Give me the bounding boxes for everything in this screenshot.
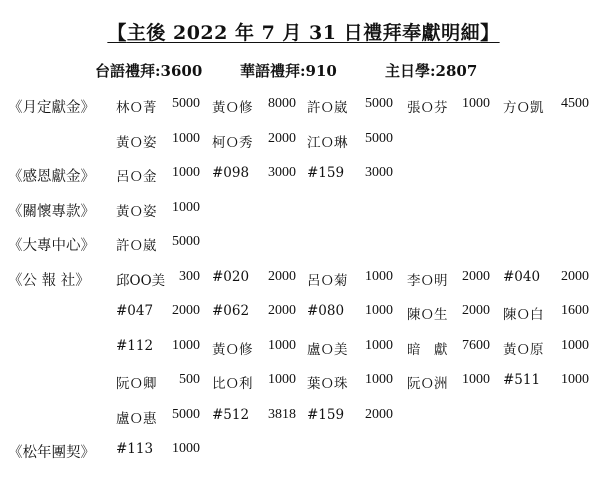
donor-name: 江Ｏ琳	[307, 134, 348, 151]
donor-name: #062	[212, 303, 250, 319]
donor-name: 盧Ｏ美	[307, 341, 348, 358]
attendance-sunday-school	[385, 60, 477, 81]
donation-amount: 3818	[268, 406, 296, 422]
donor-name: 黃Ｏ姿	[116, 203, 157, 220]
donor-name: 呂Ｏ金	[116, 169, 157, 185]
donation-amount: 2000	[268, 130, 296, 146]
donor-name: 呂Ｏ菊	[307, 272, 348, 289]
offering-category: 《大專中心》	[8, 238, 95, 254]
donation-amount: 1000	[365, 372, 393, 387]
offering-row	[0, 338, 607, 372]
offering-category: 《月定獻金》	[8, 100, 95, 116]
donor-name: 暗 獻	[407, 341, 448, 358]
donor-name: #511	[503, 372, 541, 388]
donation-amount: 1000	[561, 372, 589, 387]
donation-amount: 2000	[462, 268, 490, 284]
donor-name: #047	[116, 303, 154, 319]
donation-amount: 1000	[462, 372, 490, 387]
donation-amount: 1000	[172, 199, 200, 215]
donor-name: #040	[503, 268, 541, 285]
donor-name: #113	[116, 441, 154, 457]
offering-row	[0, 234, 607, 268]
donation-amount: 5000	[172, 406, 200, 422]
donation-amount: 1000	[462, 96, 490, 111]
offering-row	[0, 131, 607, 165]
donor-name: 陳Ｏ白	[503, 307, 544, 323]
donation-amount: 1000	[172, 441, 200, 456]
donation-amount: 2000	[365, 406, 393, 422]
attendance-label: 主日學:	[385, 62, 436, 80]
donation-amount: 5000	[365, 130, 393, 146]
donor-name: #020	[212, 268, 250, 285]
offering-row	[0, 200, 607, 234]
donation-amount: 5000	[365, 96, 393, 111]
donation-amount: 1000	[172, 337, 200, 353]
donation-amount: 5000	[172, 96, 200, 111]
donor-name: 盧Ｏ惠	[116, 410, 157, 427]
donor-name: 許Ｏ崴	[307, 100, 348, 116]
donation-amount: 1000	[172, 130, 200, 146]
donation-amount: 1000	[268, 372, 296, 387]
donation-amount: 1000	[365, 303, 393, 318]
donation-amount: 2000	[172, 303, 200, 318]
donor-name: 阮Ｏ卿	[116, 376, 157, 392]
offering-row	[0, 441, 607, 475]
donor-name: 葉Ｏ珠	[307, 376, 348, 392]
donation-amount: 5000	[172, 234, 200, 249]
donor-name: #098	[212, 165, 250, 181]
attendance-value: 910	[305, 62, 337, 80]
offering-row	[0, 303, 607, 337]
donor-name: 許Ｏ崴	[116, 238, 157, 254]
offering-category: 《公 報 社》	[8, 272, 90, 289]
offering-row	[0, 407, 607, 441]
donation-amount: 1000	[561, 337, 589, 353]
offering-category: 《感恩獻金》	[8, 169, 95, 185]
offering-row	[0, 96, 607, 130]
donor-name: 黃Ｏ修	[212, 100, 253, 116]
donor-name: 比Ｏ利	[212, 376, 253, 392]
donation-amount: 2000	[268, 303, 296, 318]
donation-amount: 2000	[462, 303, 490, 318]
donation-amount: 300	[179, 268, 200, 284]
donation-amount: 1000	[268, 337, 296, 353]
donation-amount: 4500	[561, 96, 589, 111]
offering-category: 《松年團契》	[8, 445, 95, 461]
donation-amount: 3000	[365, 165, 393, 180]
donor-name: 黃Ｏ姿	[116, 134, 157, 151]
offering-category: 《關懷專款》	[8, 203, 95, 220]
donor-name: #159	[307, 406, 345, 423]
donor-name: 阮Ｏ洲	[407, 376, 448, 392]
donor-name: #080	[307, 303, 345, 319]
offering-row	[0, 269, 607, 303]
donation-amount: 7600	[462, 337, 490, 353]
donation-amount: 1000	[365, 268, 393, 284]
title-text: 主後 2022 年 7 月 31 日禮拜奉獻明細	[126, 22, 481, 44]
donation-amount: 2000	[561, 268, 589, 284]
attendance-value: 2807	[435, 62, 478, 80]
donor-name: #512	[212, 406, 250, 423]
attendance-taiwanese	[95, 60, 202, 81]
donor-name: 陳Ｏ生	[407, 307, 448, 323]
donation-amount: 1600	[561, 303, 589, 318]
report-title-text: 【主後 2022 年 7 月 31 日禮拜奉獻明細】	[107, 22, 500, 44]
donor-name: 李Ｏ明	[407, 272, 448, 289]
donor-name: 方Ｏ凱	[503, 100, 544, 116]
donor-name: 邱OO美	[116, 272, 166, 289]
donation-amount: 1000	[365, 337, 393, 353]
report-title	[0, 18, 607, 45]
donation-amount: 2000	[268, 268, 296, 284]
donation-amount: 1000	[172, 165, 200, 180]
donor-name: #112	[116, 337, 154, 354]
donation-amount: 500	[179, 372, 200, 387]
donor-name: 林Ｏ菁	[116, 100, 157, 116]
attendance-label: 台語禮拜:	[95, 62, 161, 80]
attendance-value: 3600	[160, 62, 203, 80]
offering-row	[0, 372, 607, 406]
donation-amount: 8000	[268, 96, 296, 111]
donor-name: 黃Ｏ修	[212, 341, 253, 358]
donor-name: 黃Ｏ原	[503, 341, 544, 358]
donor-name: #159	[307, 165, 345, 181]
offering-row	[0, 165, 607, 199]
attendance-label: 華語禮拜:	[240, 62, 306, 80]
donor-name: 張Ｏ芬	[407, 100, 448, 116]
attendance-mandarin	[240, 60, 337, 81]
donor-name: 柯Ｏ秀	[212, 134, 253, 151]
donation-amount: 3000	[268, 165, 296, 180]
